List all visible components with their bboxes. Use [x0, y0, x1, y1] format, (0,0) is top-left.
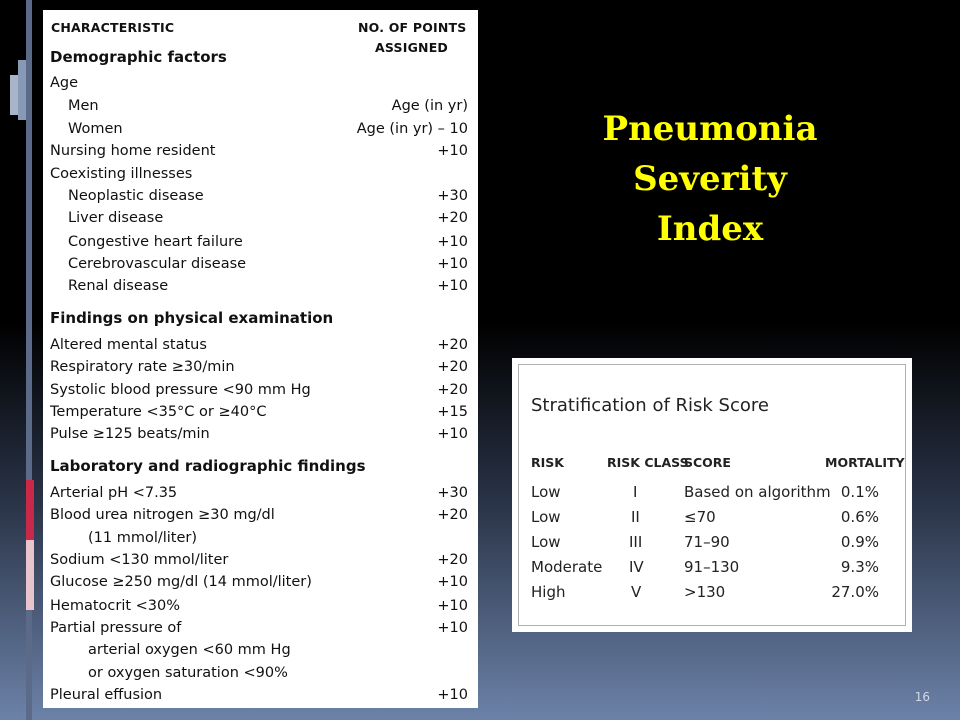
row-points: +15 [437, 404, 468, 420]
row-label: Altered mental status [50, 337, 207, 353]
table-row [43, 232, 478, 252]
decorative-side-bars [0, 0, 45, 720]
row-points: +20 [437, 382, 468, 398]
decor-bar [26, 540, 34, 610]
row-label: Cerebrovascular disease [68, 256, 247, 272]
row-label: arterial oxygen <60 mm Hg [88, 642, 291, 658]
row-points: +10 [437, 278, 468, 294]
table-row [43, 596, 478, 616]
row-points: +10 [437, 426, 468, 442]
row-label: Women [68, 121, 123, 137]
table-row [43, 618, 478, 638]
row-label: Systolic blood pressure <90 mm Hg [50, 382, 311, 398]
table-row [43, 528, 478, 548]
row-label: Partial pressure of [50, 620, 182, 636]
row-label: Pleural effusion [50, 687, 163, 703]
row-label: Hematocrit <30% [50, 598, 181, 614]
row-label: (11 mmol/liter) [88, 530, 198, 546]
risk-header-risk: RISK [531, 455, 564, 470]
row-points: Age (in yr) – 10 [356, 121, 468, 137]
risk-cell-score: >130 [684, 583, 726, 601]
risk-cell-class: IV [629, 558, 644, 576]
row-points: +10 [437, 234, 468, 250]
row-points: +10 [437, 687, 468, 703]
risk-cell-risk: Low [531, 508, 561, 526]
page-number: 16 [914, 690, 930, 704]
title-line: Index [656, 209, 764, 249]
table-row [43, 550, 478, 570]
row-points: +20 [437, 359, 468, 375]
risk-table-title: Stratification of Risk Score [531, 395, 769, 416]
risk-cell-mortality: 0.1% [840, 483, 879, 501]
table-row [43, 276, 478, 296]
row-points: +20 [437, 552, 468, 568]
row-label: or oxygen saturation <90% [88, 665, 288, 681]
row-points: +20 [437, 210, 468, 226]
section-title-demographic: Demographic factors [50, 48, 227, 66]
table-row [43, 505, 478, 525]
risk-cell-risk: Low [531, 533, 561, 551]
table-row [43, 572, 478, 592]
title-line: Severity [633, 159, 787, 199]
risk-cell-class: V [631, 583, 642, 601]
title-line: Pneumonia [602, 109, 818, 149]
table-row [43, 483, 478, 503]
section-title-physical: Findings on physical examination [50, 309, 334, 327]
header-points-line2: ASSIGNED [375, 40, 449, 55]
table-row [43, 208, 478, 228]
risk-cell-score: ≤70 [684, 508, 716, 526]
table-row [43, 164, 478, 184]
header-characteristic: CHARACTERISTIC [51, 20, 175, 35]
row-points: +20 [437, 337, 468, 353]
risk-cell-class: II [631, 508, 640, 526]
risk-cell-risk: Moderate [531, 558, 603, 576]
row-label: Nursing home resident [50, 143, 216, 159]
risk-header-mortality: MORTALITY [825, 455, 905, 470]
row-points: +10 [437, 256, 468, 272]
row-points: +30 [437, 188, 468, 204]
row-label: Glucose ≥250 mg/dl (14 mmol/liter) [50, 574, 312, 590]
risk-cell-class: I [633, 483, 638, 501]
table-row [43, 335, 478, 355]
psi-scoring-table [43, 10, 478, 708]
row-label: Sodium <130 mmol/liter [50, 552, 229, 568]
risk-header-score: SCORE [684, 455, 731, 470]
risk-cell-score: Based on algorithm [684, 483, 831, 501]
row-points: Age (in yr) [391, 98, 468, 114]
row-points: +10 [437, 598, 468, 614]
header-points-line1: NO. OF POINTS [358, 20, 467, 35]
table-row [43, 96, 478, 116]
table-row [43, 73, 478, 93]
row-points: +10 [437, 574, 468, 590]
row-points: +10 [437, 620, 468, 636]
table-row [43, 402, 478, 422]
decor-bar [10, 75, 18, 115]
decor-bar [26, 0, 32, 720]
risk-cell-score: 71–90 [684, 533, 730, 551]
row-label: Men [68, 98, 99, 114]
risk-cell-mortality: 0.6% [840, 508, 879, 526]
row-points: +30 [437, 485, 468, 501]
decor-bar [18, 60, 26, 120]
risk-cell-mortality: 0.9% [840, 533, 879, 551]
row-points: +20 [437, 507, 468, 523]
table-row [43, 640, 478, 660]
table-row [43, 141, 478, 161]
row-label: Congestive heart failure [68, 234, 243, 250]
risk-table-frame [518, 364, 906, 626]
row-label: Liver disease [68, 210, 164, 226]
risk-cell-score: 91–130 [684, 558, 740, 576]
risk-cell-risk: High [531, 583, 566, 601]
risk-cell-class: III [629, 533, 643, 551]
table-row [43, 685, 478, 705]
table-row [43, 186, 478, 206]
section-title-laboratory: Laboratory and radiographic findings [50, 457, 366, 475]
risk-stratification-panel [512, 358, 912, 632]
table-row [43, 119, 478, 139]
row-label: Coexisting illnesses [50, 166, 193, 182]
risk-cell-risk: Low [531, 483, 561, 501]
row-label: Arterial pH <7.35 [50, 485, 178, 501]
table-row [43, 663, 478, 683]
row-label: Blood urea nitrogen ≥30 mg/dl [50, 507, 275, 523]
row-label: Pulse ≥125 beats/min [50, 426, 210, 442]
row-points: +10 [437, 143, 468, 159]
row-label: Neoplastic disease [68, 188, 204, 204]
table-row [43, 380, 478, 400]
risk-header-class: RISK CLASS [607, 455, 689, 470]
table-row [43, 424, 478, 444]
risk-cell-mortality: 27.0% [831, 583, 879, 601]
table-row [43, 357, 478, 377]
row-label: Respiratory rate ≥30/min [50, 359, 235, 375]
table-row [43, 254, 478, 274]
risk-cell-mortality: 9.3% [840, 558, 879, 576]
row-label: Renal disease [68, 278, 169, 294]
row-label: Age [50, 75, 79, 91]
decor-bar [26, 480, 34, 540]
slide-title [560, 104, 860, 254]
row-label: Temperature <35°C or ≥40°C [50, 404, 267, 420]
